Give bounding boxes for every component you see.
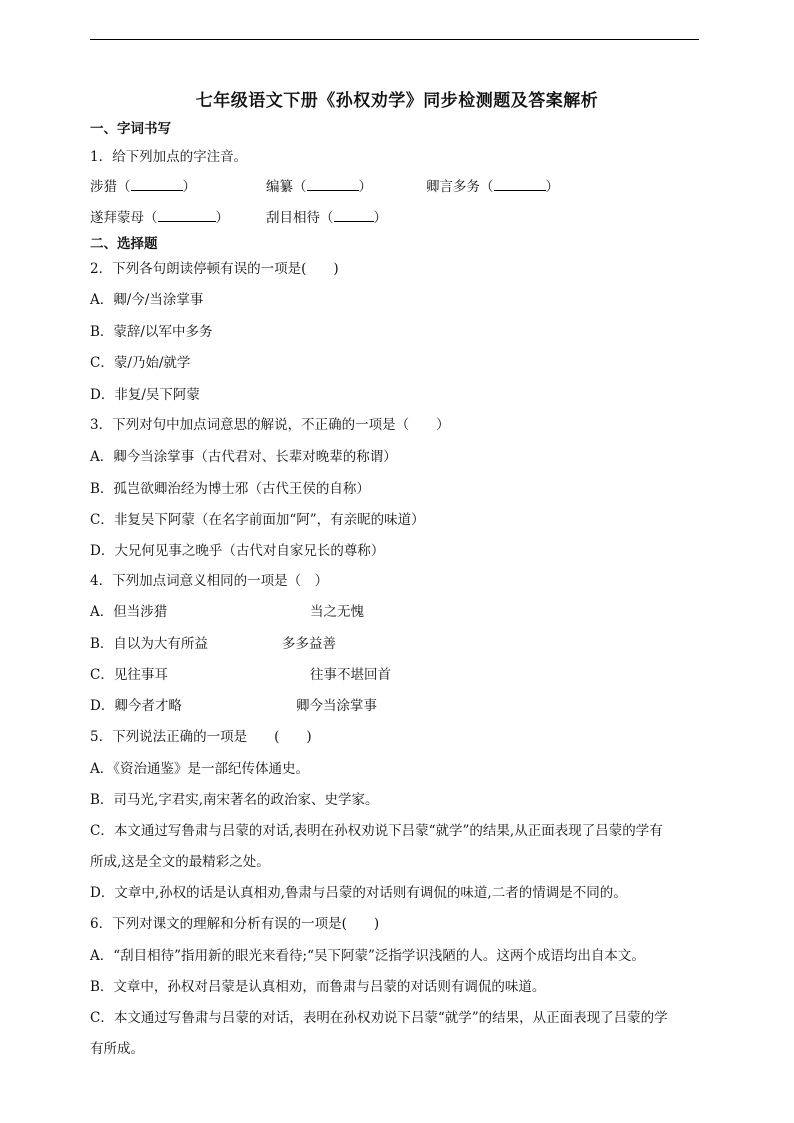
question-3-option-c: C．非复吴下阿蒙（在名字前面加“阿”，有亲昵的味道） (90, 512, 425, 528)
question-4-option-c (90, 665, 710, 685)
blank-item-shelie (90, 177, 196, 197)
question-3-option-d: D．大兄何见事之晚乎（古代对自家兄长的尊称） (90, 543, 385, 559)
question-4-option-d (90, 696, 710, 716)
question-5-stem: 5．下列说法正确的一项是 ( ) (90, 729, 312, 745)
question-3-option-b: B．孤岂欲卿治经为博士邪（古代王侯的自称） (90, 481, 370, 497)
answer-blank[interactable] (307, 178, 359, 191)
page-title: 七年级语文下册《孙权劝学》同步检测题及答案解析 (195, 91, 599, 111)
question-1-row-1 (90, 177, 710, 197)
label-shelie: 涉猎（ (90, 179, 131, 195)
label-bianzuan: 编纂（ (266, 179, 307, 195)
question-2-option-a: A．卿/今/当涂掌事 (90, 292, 204, 308)
question-5-option-b: B．司马光,字君实,南宋著名的政治家、史学家。 (90, 792, 379, 808)
question-2-option-d: D．非复/吴下阿蒙 (90, 387, 200, 403)
option-a-right: 当之无愧 (310, 604, 364, 620)
question-2-option-c: C．蒙/乃始/就学 (90, 355, 191, 371)
question-2-stem: 2．下列各句朗读停顿有误的一项是( ) (90, 261, 339, 277)
blank-item-bianzuan (266, 177, 372, 197)
label-suibaimengmu: 遂拜蒙母（ (90, 210, 158, 226)
question-4-option-b (90, 634, 710, 654)
question-5-option-d: D．文章中,孙权的话是认真相劝,鲁肃与吕蒙的对话则有调侃的味道,二者的情调是不同的。 (90, 885, 627, 901)
question-5-option-c-cont: 所成,这是全文的最精彩之处。 (90, 854, 270, 870)
paren-close: ） (373, 210, 387, 226)
answer-blank[interactable] (494, 178, 546, 191)
question-4-stem: 4．下列加点词意义相同的一项是（ ） (90, 573, 329, 589)
answer-blank[interactable] (131, 178, 183, 191)
section-heading-1: 一、字词书写 (90, 121, 171, 137)
paren-close: ） (215, 210, 229, 226)
question-3-stem: 3．下列对句中加点词意思的解说，不正确的一项是（ ） (90, 417, 450, 433)
question-1-row-2 (90, 208, 710, 228)
option-c-right: 往事不堪回首 (310, 667, 391, 683)
header-rule (90, 39, 699, 40)
option-a-left: A．但当涉猎 (90, 604, 168, 620)
label-guamuxiangdai: 刮目相待（ (266, 210, 334, 226)
section-heading-2: 二、选择题 (90, 236, 158, 252)
answer-blank[interactable] (334, 209, 374, 222)
blank-item-guamuxiangdai (266, 208, 387, 228)
paren-close: ） (182, 179, 196, 195)
label-qingyanduowu: 卿言多务（ (426, 179, 494, 195)
paren-close: ） (358, 179, 372, 195)
question-6-option-c-cont: 有所成。 (90, 1041, 144, 1057)
question-4-option-a (90, 602, 710, 622)
question-5-option-c: C．本文通过写鲁肃与吕蒙的对话,表明在孙权劝说下吕蒙“就学”的结果,从正面表现了吕蒙的学有 (90, 823, 663, 839)
option-b-right: 多多益善 (282, 636, 336, 652)
blank-item-qingyanduowu (426, 177, 559, 197)
question-6-option-b: B．文章中，孙权对吕蒙是认真相劝，而鲁肃与吕蒙的对话则有调侃的味道。 (90, 979, 546, 995)
answer-blank[interactable] (158, 209, 216, 222)
question-2-option-b: B．蒙辞/以军中多务 (90, 324, 213, 340)
option-d-left: D．卿今者才略 (90, 698, 182, 714)
option-c-left: C．见往事耳 (90, 667, 168, 683)
option-d-right: 卿今当涂掌事 (296, 698, 377, 714)
option-b-left: B．自以为大有所益 (90, 636, 208, 652)
blank-item-suibaimengmu (90, 208, 229, 228)
question-1-stem: 1．给下列加点的字注音。 (90, 149, 248, 165)
question-6-option-c: C．本文通过写鲁肃与吕蒙的对话，表明在孙权劝说下吕蒙“就学”的结果，从正面表现了吕蒙的学 (90, 1010, 668, 1026)
question-6-stem: 6．下列对课文的理解和分析有误的一项是( ) (90, 916, 380, 932)
question-6-option-a: A．“刮目相待”指用新的眼光来看待;“吴下阿蒙”泛指学识浅陋的人。这两个成语均出自本文。 (90, 948, 645, 964)
question-3-option-a: A．卿今当涂掌事（古代君对、长辈对晚辈的称谓） (90, 449, 397, 465)
question-5-option-a: A．《资治通鉴》是一部纪传体通史。 (90, 761, 309, 777)
paren-close: ） (545, 179, 559, 195)
